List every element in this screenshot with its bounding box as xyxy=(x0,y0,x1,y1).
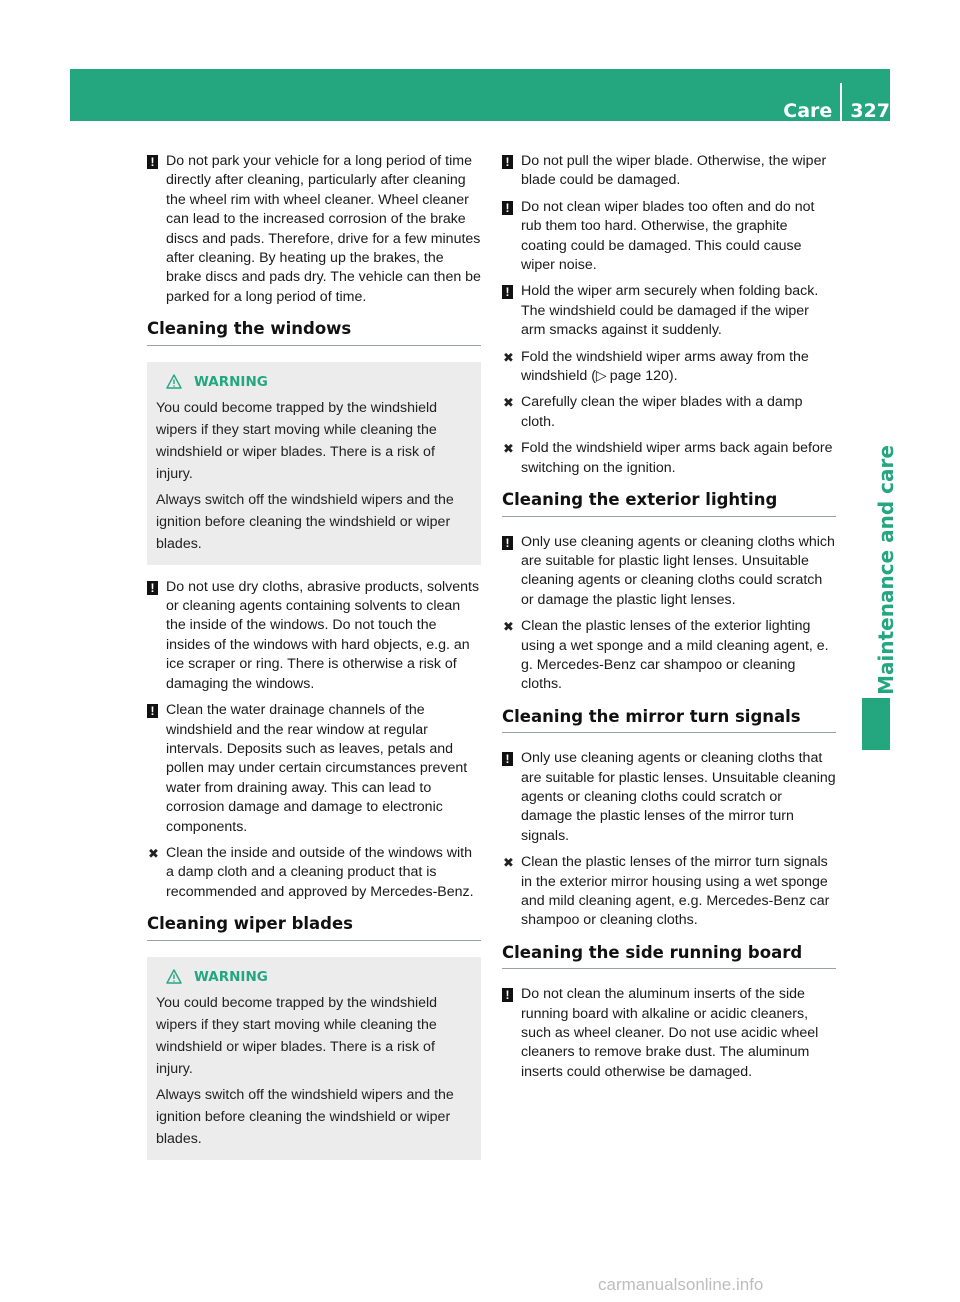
left-column xyxy=(147,152,481,1173)
warning-title: WARNING xyxy=(194,968,268,985)
step-fold-back xyxy=(502,439,836,478)
note-light-lenses xyxy=(502,533,836,611)
note-text: Clean the water drainage channels of the windshield and the rear window at regular intervals. Deposits such as leaves, petals and pollen may under certain circumstances prevent water from draining away. This can lead to corrosion damage and damage to electronic components. xyxy=(166,702,468,835)
warning-box-windows xyxy=(147,362,481,565)
step-fold-wiper-arms xyxy=(502,348,836,387)
caution-icon: ! xyxy=(502,752,513,766)
warning-title: WARNING xyxy=(194,373,268,390)
caution-icon: ! xyxy=(502,201,513,215)
step-clean-mirror-signals xyxy=(502,853,836,931)
warning-triangle-icon xyxy=(166,374,182,389)
watermark: carmanualsonline.info xyxy=(598,1275,764,1294)
step-text-end: ). xyxy=(668,368,678,385)
note-clean-too-often xyxy=(502,198,836,276)
step-arrow-icon: ✖ xyxy=(503,855,514,871)
warning-triangle-icon xyxy=(166,969,182,984)
step-arrow-icon: ✖ xyxy=(503,349,514,365)
warning-header xyxy=(166,966,472,988)
note-hold-wiper-arm xyxy=(502,282,836,340)
warning-paragraph: Always switch off the windshield wipers and the ignition before cleaning the windshield or wiper blades. xyxy=(156,1086,454,1147)
note-text: Only use cleaning agents or cleaning cloths which are suitable for plastic light lenses. Unsuitable cleaning agents or cleaning cloths could scratch or damage the plastic light lenses. xyxy=(521,533,835,608)
step-text: Clean the inside and outside of the windows with a damp cloth and a cleaning product that is recommended and approved by Mercedes-Benz. xyxy=(166,844,474,900)
step-text: Clean the plastic lenses of the mirror turn signals in the exterior mirror housing using a wet sponge and mild cleaning agent, e.g. Mercedes-Benz car shampoo or cleaning cloths. xyxy=(521,854,830,929)
warning-box-wipers xyxy=(147,957,481,1160)
page-reference-link[interactable] xyxy=(596,368,669,384)
page-reference-text: page 120 xyxy=(609,368,669,385)
chapter-tab xyxy=(874,445,898,695)
header-divider xyxy=(840,83,842,129)
caution-icon: ! xyxy=(502,155,513,169)
step-arrow-icon: ✖ xyxy=(503,395,514,411)
caution-icon: ! xyxy=(502,536,513,550)
header-bar xyxy=(70,69,890,121)
note-text: Hold the wiper arm securely when folding back. The windshield could be damaged if the wiper arm smacks against it suddenly. xyxy=(521,283,819,339)
warning-paragraph: You could become trapped by the windshield wipers if they start moving while cleaning the windshield or wiper blades. There is a risk of injury. xyxy=(156,994,438,1077)
note-text: Do not park your vehicle for a long period of time directly after cleaning, particularly after cleaning the wheel rim with wheel cleaner. Wheel cleaner can lead to the increased corrosion of the brake discs and pads. Therefore, drive for a few minutes after cleaning. By heating up the brakes, the brake discs and pads dry. The vehicle can then be parked for a long period of time. xyxy=(166,153,481,305)
caution-icon: ! xyxy=(502,988,513,1002)
note-text: Do not clean wiper blades too often and do not rub them too hard. Otherwise, the graphite coating could be damaged. This could cause wiper noise. xyxy=(521,198,815,274)
caution-icon: ! xyxy=(147,704,158,718)
step-text: Carefully clean the wiper blades with a damp cloth. xyxy=(521,394,803,430)
heading-cleaning-side-running-board: Cleaning the side running board xyxy=(502,943,836,969)
reference-arrow-icon: ▷ xyxy=(595,368,607,385)
note-dry-cloths xyxy=(147,578,481,694)
warning-paragraph: Always switch off the windshield wipers and the ignition before cleaning the windshield or wiper blades. xyxy=(156,491,454,552)
note-drainage-channels xyxy=(147,701,481,837)
heading-cleaning-exterior-lighting: Cleaning the exterior lighting xyxy=(502,490,836,516)
caution-icon: ! xyxy=(147,155,158,169)
step-text: Fold the windshield wiper arms away from the windshield ( xyxy=(521,348,809,385)
note-text: Do not pull the wiper blade. Otherwise, the wiper blade could be damaged. xyxy=(521,153,827,189)
right-column xyxy=(502,152,836,1089)
page-number: 327 xyxy=(850,100,890,122)
step-arrow-icon: ✖ xyxy=(503,441,514,457)
heading-cleaning-mirror-turn-signals: Cleaning the mirror turn signals xyxy=(502,707,836,733)
step-text: Fold the windshield wiper arms back again before switching on the ignition. xyxy=(521,440,833,476)
warning-paragraph: You could become trapped by the windshield wipers if they start moving while cleaning the windshield or wiper blades. There is a risk of injury. xyxy=(156,399,438,482)
note-mirror-lenses xyxy=(502,749,836,846)
step-clean-lenses xyxy=(502,617,836,695)
chapter-tab-label: Maintenance and care xyxy=(874,445,898,695)
step-clean-wiper-blades xyxy=(502,393,836,432)
note-text: Only use cleaning agents or cleaning cloths that are suitable for plastic lenses. Unsuitable cleaning agents or cleaning cloths could scratch or damage the plastic lenses of the mirror turn signals. xyxy=(521,750,836,844)
chapter-tab-marker xyxy=(862,698,890,750)
running-header xyxy=(783,88,890,134)
caution-icon: ! xyxy=(147,581,158,595)
warning-header xyxy=(166,371,472,393)
note-text: Do not clean the aluminum inserts of the side running board with alkaline or acidic cleaners, such as wheel cleaner. Do not use acidic wheel cleaners to remove brake dust. The aluminum inserts could otherwise be damaged. xyxy=(521,986,819,1080)
step-arrow-icon: ✖ xyxy=(148,845,159,861)
heading-cleaning-wiper-blades: Cleaning wiper blades xyxy=(147,914,481,940)
step-arrow-icon: ✖ xyxy=(503,619,514,635)
step-clean-windows xyxy=(147,844,481,902)
note-park-after-cleaning xyxy=(147,152,481,307)
note-pull-wiper xyxy=(502,152,836,191)
caution-icon: ! xyxy=(502,285,513,299)
heading-cleaning-windows: Cleaning the windows xyxy=(147,319,481,345)
note-aluminum-inserts xyxy=(502,985,836,1082)
section-title: Care xyxy=(783,100,833,122)
note-text: Do not use dry cloths, abrasive products, solvents or cleaning agents containing solvents to clean the inside of the windows. Do not touch the insides of the windows with hard objects, e.g. an ice scraper or ring. There is otherwise a risk of damaging the windows. xyxy=(166,578,480,692)
step-text: Clean the plastic lenses of the exterior lighting using a wet sponge and a mild cleaning agent, e. g. Mercedes-Benz car shampoo or cleaning cloths. xyxy=(521,618,829,693)
